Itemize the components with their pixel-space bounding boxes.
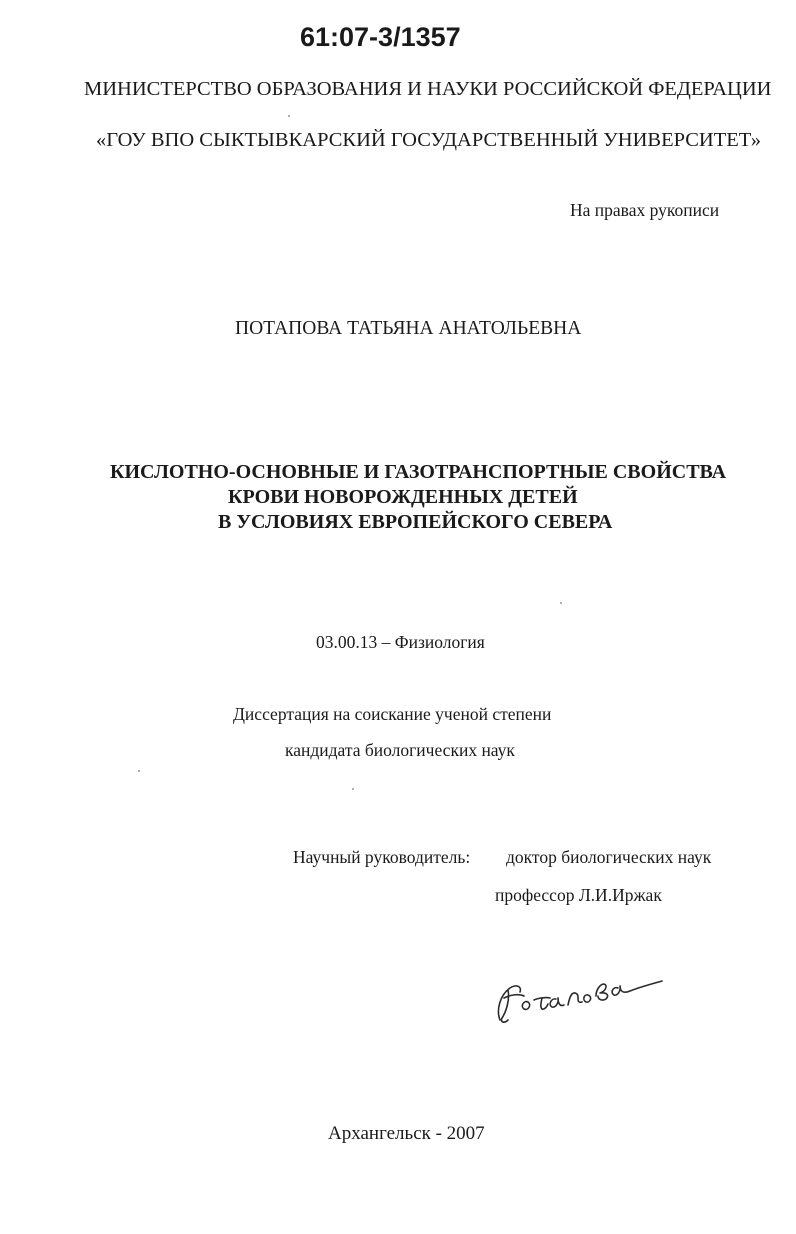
manuscript-note: На правах рукописи	[570, 200, 720, 220]
city-year: Архангельск - 2007	[328, 1123, 485, 1144]
thesis-title-line-3: В УСЛОВИЯХ ЕВРОПЕЙСКОГО СЕВЕРА	[218, 511, 613, 533]
thesis-title-line-1: КИСЛОТНО-ОСНОВНЫЕ И ГАЗОТРАНСПОРТНЫЕ СВОЙСТВА	[110, 461, 727, 483]
specialty-code: 03.00.13 – Физиология	[316, 632, 485, 652]
supervisor-label: Научный руководитель:	[293, 847, 471, 867]
author-name: ПОТАПОВА ТАТЬЯНА АНАТОЛЬЕВНА	[235, 318, 582, 339]
supervisor-degree: доктор биологических наук	[506, 847, 712, 867]
scan-speck	[352, 788, 354, 790]
catalog-number: 61:07-3/1357	[300, 22, 461, 52]
ministry-heading: МИНИСТЕРСТВО ОБРАЗОВАНИЯ И НАУКИ РОССИЙСКОЙ ФЕДЕРАЦИИ	[84, 78, 772, 100]
handwritten-signature	[490, 950, 670, 1030]
degree-line-1: Диссертация на соискание ученой степени	[233, 704, 552, 724]
degree-line-2: кандидата биологических наук	[285, 740, 515, 760]
university-heading: «ГОУ ВПО СЫКТЫВКАРСКИЙ ГОСУДАРСТВЕННЫЙ УНИВЕРСИТЕТ»	[96, 129, 762, 151]
scan-speck	[288, 115, 290, 117]
thesis-title-line-2: КРОВИ НОВОРОЖДЕННЫХ ДЕТЕЙ	[228, 486, 578, 508]
scan-speck	[138, 770, 140, 772]
supervisor-name: профессор Л.И.Иржак	[495, 885, 662, 905]
scan-speck	[560, 602, 562, 604]
